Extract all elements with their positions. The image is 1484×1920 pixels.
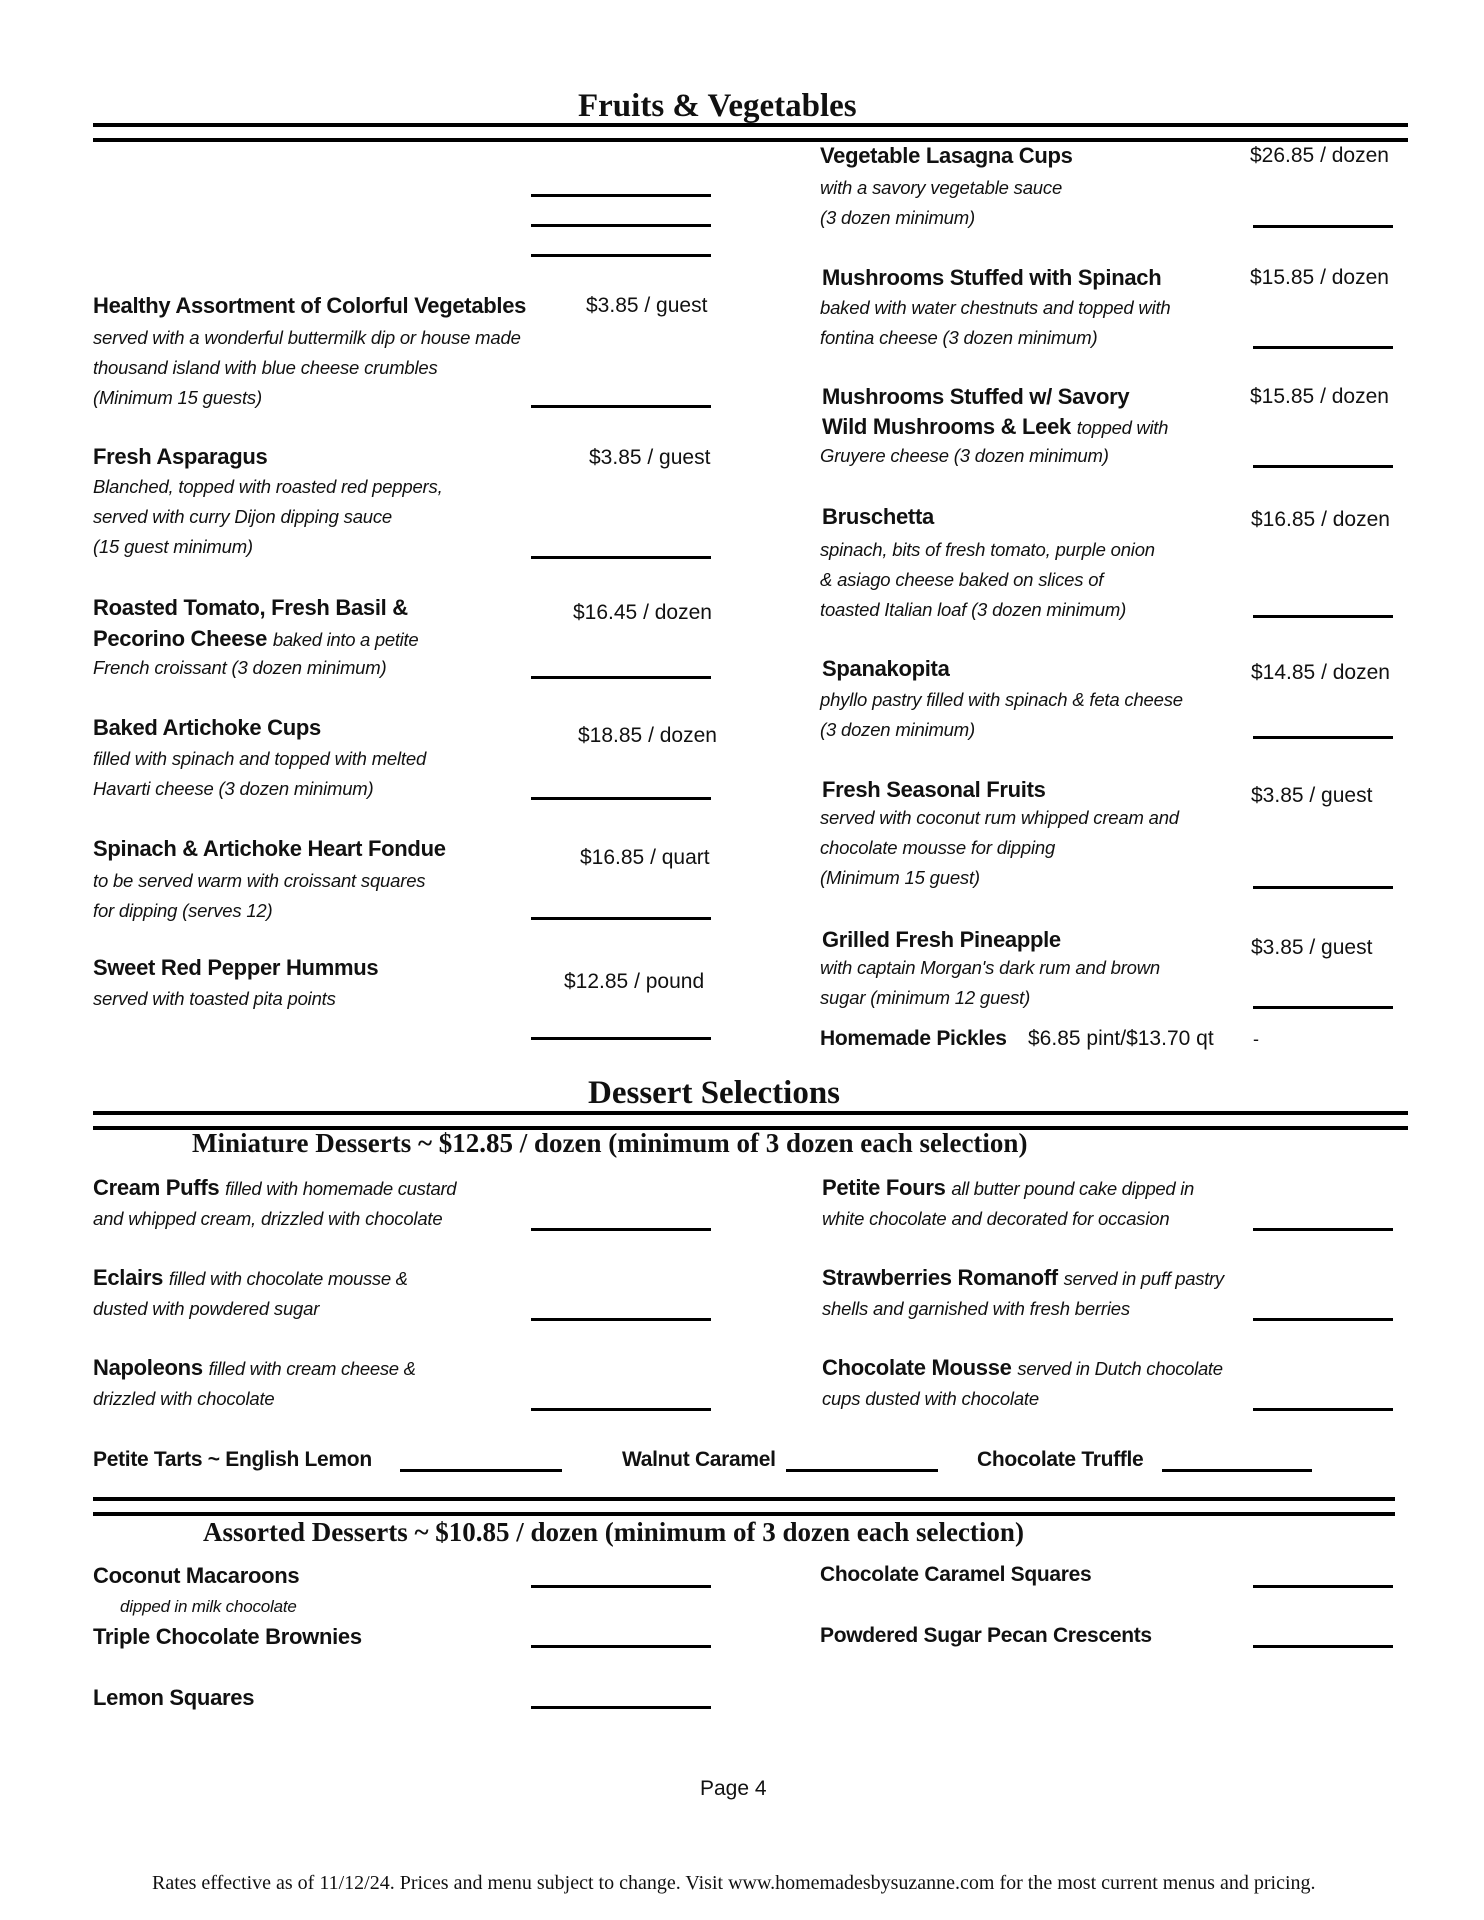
quantity-line[interactable] [531,1706,711,1709]
quantity-line[interactable] [531,1645,711,1648]
dessert-item: Chocolate Mousse served in Dutch chocolate [822,1355,1223,1380]
item-price: $15.85 / dozen [1250,385,1389,408]
item-price: $3.85 / guest [1251,936,1373,959]
item-name-line2: Wild Mushrooms & Leek topped with [822,414,1169,439]
item-desc: and whipped cream, drizzled with chocolate [93,1208,443,1229]
item-name: Spanakopita [822,656,950,681]
item-price: $3.85 / guest [1251,784,1373,807]
quantity-line[interactable] [1253,225,1393,228]
section-title-fruits: Fruits & Vegetables [578,88,857,124]
quantity-line[interactable] [531,194,711,197]
item-desc: white chocolate and decorated for occasion [822,1208,1170,1229]
item-desc: shells and garnished with fresh berries [822,1298,1130,1319]
item-name: Grilled Fresh Pineapple [822,927,1061,952]
item-desc: Blanched, topped with roasted red peppers, served with curry Dijon dipping sauce (15 guest minimum) [93,476,443,557]
item-price: $3.85 / guest [586,294,708,317]
quantity-line[interactable] [1253,886,1393,889]
quantity-line[interactable] [1253,465,1393,468]
quantity-line[interactable] [531,676,711,679]
quantity-line[interactable] [1253,1408,1393,1411]
item-desc: served with coconut rum whipped cream and chocolate mousse for dipping (Minimum 15 guest) [820,807,1179,888]
item-name: Roasted Tomato, Fresh Basil & [93,595,408,620]
item-desc: baked with water chestnuts and topped with fontina cheese (3 dozen minimum) [820,297,1171,348]
footer-note: Rates effective as of 11/12/24. Prices and menu subject to change. Visit www.homemadesbysuzanne.com for the most current menus and pricing. [152,1872,1316,1894]
item-price: $3.85 / guest [589,446,711,469]
item-price: $16.85 / quart [580,846,710,869]
miniature-desserts-title: Miniature Desserts ~ $12.85 / dozen (minimum of 3 dozen each selection) [192,1128,1028,1158]
quantity-line[interactable] [1253,615,1393,618]
item-price: $12.85 / pound [564,970,705,993]
quantity-line[interactable] [531,1408,711,1411]
quantity-line[interactable] [531,917,711,920]
item-price: $16.45 / dozen [573,601,712,624]
item-name: Healthy Assortment of Colorful Vegetables [93,293,527,318]
quantity-line[interactable] [1253,1228,1393,1231]
item-desc: with captain Morgan's dark rum and brown sugar (minimum 12 guest) [820,957,1161,1008]
item-desc: filled with spinach and topped with melted Havarti cheese (3 dozen minimum) [93,748,427,799]
quantity-line[interactable] [1253,1006,1393,1009]
item-price: $15.85 / dozen [1250,266,1389,289]
item-name: Fresh Seasonal Fruits [822,777,1046,802]
dessert-item: Lemon Squares [93,1685,255,1710]
quantity-line[interactable] [400,1469,562,1472]
section-title-dessert: Dessert Selections [588,1075,841,1111]
item-desc: phyllo pastry filled with spinach & feta cheese (3 dozen minimum) [820,689,1183,740]
assorted-desserts-title: Assorted Desserts ~ $10.85 / dozen (minimum of 3 dozen each selection) [203,1517,1024,1547]
item-name: Baked Artichoke Cups [93,715,321,740]
quantity-line[interactable] [531,1585,711,1588]
dash-mark: - [1253,1029,1259,1049]
quantity-line[interactable] [1253,1318,1393,1321]
item-desc: dusted with powdered sugar [93,1298,320,1319]
item-name: Fresh Asparagus [93,444,268,469]
quantity-line[interactable] [1253,736,1393,739]
item-price: $6.85 pint/$13.70 qt [1028,1027,1214,1050]
quantity-line[interactable] [531,1228,711,1231]
quantity-line[interactable] [1253,1585,1393,1588]
tarts-label: Petite Tarts ~ English Lemon [93,1448,372,1471]
item-name: Homemade Pickles [820,1027,1007,1050]
item-desc: dipped in milk chocolate [120,1597,297,1616]
quantity-line[interactable] [531,405,711,408]
dessert-item: Petite Fours all butter pound cake dipped in [822,1175,1195,1200]
item-name: Vegetable Lasagna Cups [820,143,1073,168]
item-name: Spinach & Artichoke Heart Fondue [93,836,446,861]
item-name: Mushrooms Stuffed with Spinach [822,265,1162,290]
dessert-item: Strawberries Romanoff served in puff pastry [822,1265,1224,1290]
dessert-item: Eclairs filled with chocolate mousse & [93,1265,408,1290]
quantity-line[interactable] [531,1037,711,1040]
item-name: Mushrooms Stuffed w/ Savory [822,384,1130,409]
tart-truffle: Chocolate Truffle [977,1448,1144,1471]
dessert-item: Triple Chocolate Brownies [93,1624,362,1649]
quantity-line[interactable] [1253,1645,1393,1648]
item-price: $16.85 / dozen [1251,508,1390,531]
item-price: $14.85 / dozen [1251,661,1390,684]
quantity-line[interactable] [531,224,711,227]
item-desc: spinach, bits of fresh tomato, purple onion & asiago cheese baked on slices of toasted Italian loaf (3 dozen minimum) [820,539,1155,620]
dessert-item: Coconut Macaroons [93,1563,300,1588]
quantity-line[interactable] [786,1469,938,1472]
dessert-item: Cream Puffs filled with homemade custard [93,1175,457,1200]
quantity-line[interactable] [1253,346,1393,349]
section-rule [93,123,1408,142]
item-price: $18.85 / dozen [578,724,717,747]
item-desc: cups dusted with chocolate [822,1388,1039,1409]
item-desc: to be served warm with croissant squares for dipping (serves 12) [93,870,426,921]
page-number: Page 4 [700,1777,767,1800]
item-desc: served with a wonderful buttermilk dip or house made thousand island with blue cheese crumbles (Minimum 15 guests) [93,327,521,408]
item-desc: French croissant (3 dozen minimum) [93,657,387,678]
dessert-item: Powdered Sugar Pecan Crescents [820,1624,1152,1647]
item-name: Sweet Red Pepper Hummus [93,955,379,980]
section-rule [93,1497,1395,1516]
item-desc: served with toasted pita points [93,988,336,1009]
quantity-line[interactable] [531,556,711,559]
tart-walnut: Walnut Caramel [622,1448,776,1471]
item-desc: with a savory vegetable sauce (3 dozen minimum) [820,177,1063,228]
item-name-line2: Pecorino Cheese baked into a petite [93,626,419,651]
item-desc: drizzled with chocolate [93,1388,275,1409]
item-price: $26.85 / dozen [1250,144,1389,167]
item-name: Bruschetta [822,504,934,529]
item-desc: Gruyere cheese (3 dozen minimum) [820,445,1109,466]
quantity-line[interactable] [531,1318,711,1321]
quantity-line[interactable] [531,254,711,257]
quantity-line[interactable] [531,797,711,800]
dessert-item: Napoleons filled with cream cheese & [93,1355,416,1380]
quantity-line[interactable] [1162,1469,1312,1472]
dessert-item: Chocolate Caramel Squares [820,1563,1092,1586]
